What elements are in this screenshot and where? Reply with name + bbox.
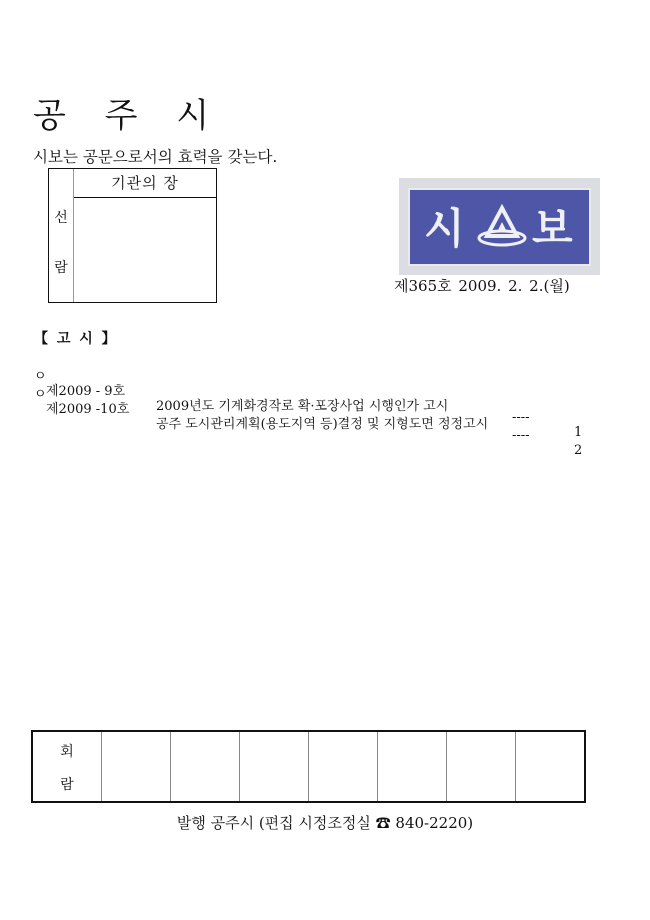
review-cell [170,732,239,801]
approval-box [48,168,217,303]
approval-head-label: 기관의 장 [74,169,216,198]
triangle-emblem-icon [477,204,527,252]
review-label-cell [33,732,101,801]
sibo-logo [399,178,600,275]
review-label-bottom: 람 [60,777,74,793]
section-title: 【 고 시 】 [34,331,118,347]
review-cell [101,732,170,801]
approval-side-label-top: 선 [54,210,68,226]
review-label-top: 회 [60,744,74,760]
review-cell [308,732,377,801]
review-cell [239,732,308,801]
logo-right-char: 보 [532,204,573,253]
review-cell [515,732,584,801]
review-cell [446,732,515,801]
notice-title: 공주 도시관리계획(용도지역 등)결정 및 지형도면 정정고시 [156,417,489,432]
issue-info: 제365호 2009. 2. 2.(월) [394,277,570,295]
notice-page: 2 [574,443,583,458]
notice-number: 제2009 -10호 [46,402,130,417]
review-box [31,730,586,803]
notice-number: 제2009 - 9호 [46,384,126,399]
approval-side-column [49,169,74,302]
bullet-icon: ㅇ [34,387,47,402]
bullet-icon: ㅇ [34,369,47,384]
page-title: 공 주 시 [33,96,224,136]
logo-panel [408,188,591,266]
subtitle: 시보는 공문으로서의 효력을 갖는다. [33,148,278,166]
notice-leader: ---- [512,410,530,425]
notice-page: 1 [574,425,583,440]
logo-left-char: 시 [424,204,465,253]
review-cell [377,732,446,801]
notice-title: 2009년도 기계화경작로 확·포장사업 시행인가 고시 [156,399,449,414]
approval-side-label-bottom: 람 [54,260,68,276]
publisher-footer: 발행 공주시 (편집 시정조정실 ☎ 840-2220) [176,814,474,832]
notice-leader: ---- [512,428,530,443]
